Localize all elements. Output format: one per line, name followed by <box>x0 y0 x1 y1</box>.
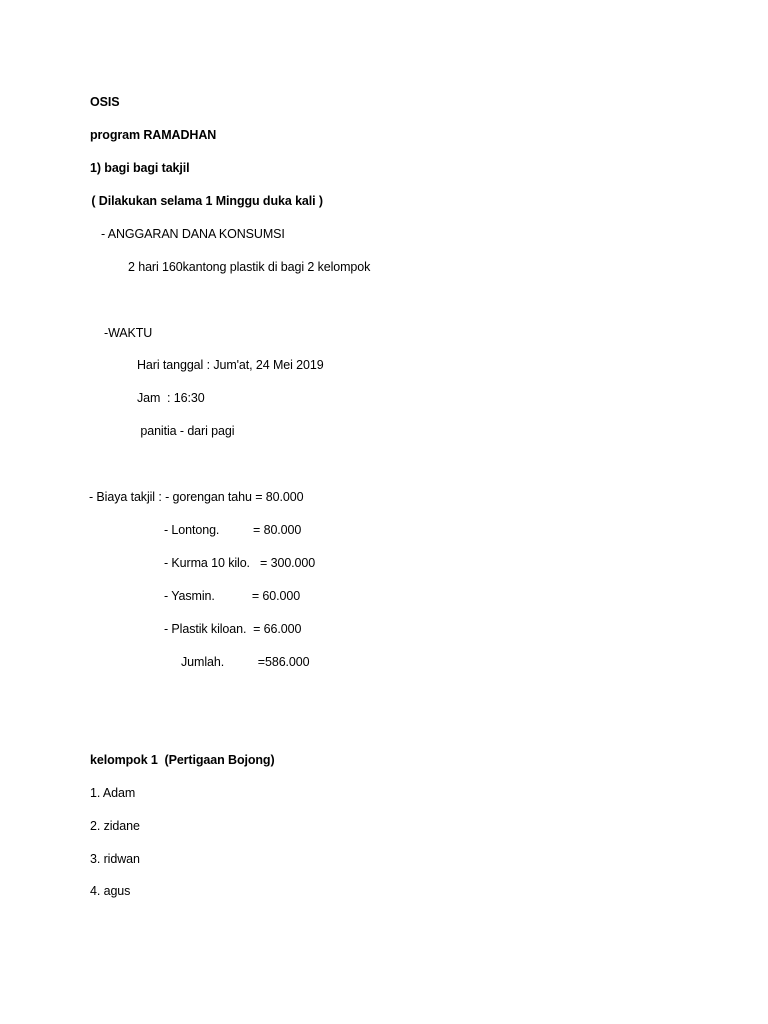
program-title: program RAMADHAN <box>90 128 217 142</box>
budget-detail: 2 hari 160kantong plastik di bagi 2 kelompok <box>128 260 371 274</box>
member-item: 2. zidane <box>90 819 140 833</box>
time-heading: -WAKTU <box>104 326 153 340</box>
committee-line: panitia - dari pagi <box>137 424 235 438</box>
group-heading: kelompok 1 (Pertigaan Bojong) <box>90 753 275 767</box>
frequency-note: ( Dilakukan selama 1 Minggu duka kali ) <box>88 194 323 208</box>
cost-item: - Kurma 10 kilo. = 300.000 <box>164 556 316 570</box>
member-item: 1. Adam <box>90 786 136 800</box>
hour-line: Jam : 16:30 <box>137 391 205 405</box>
cost-item: - Yasmin. = 60.000 <box>164 589 301 603</box>
cost-item: - Plastik kiloan. = 66.000 <box>164 622 302 636</box>
member-item: 4. agus <box>90 884 131 898</box>
total-line: Jumlah. =586.000 <box>181 655 310 669</box>
member-item: 3. ridwan <box>90 852 140 866</box>
cost-item: - Biaya takjil : - gorengan tahu = 80.000 <box>89 490 304 504</box>
date-line: Hari tanggal : Jum'at, 24 Mei 2019 <box>137 358 324 372</box>
cost-item: - Lontong. = 80.000 <box>164 523 302 537</box>
org-title: OSIS <box>90 95 120 109</box>
item-heading: 1) bagi bagi takjil <box>90 161 190 175</box>
budget-heading: - ANGGARAN DANA KONSUMSI <box>101 227 285 241</box>
